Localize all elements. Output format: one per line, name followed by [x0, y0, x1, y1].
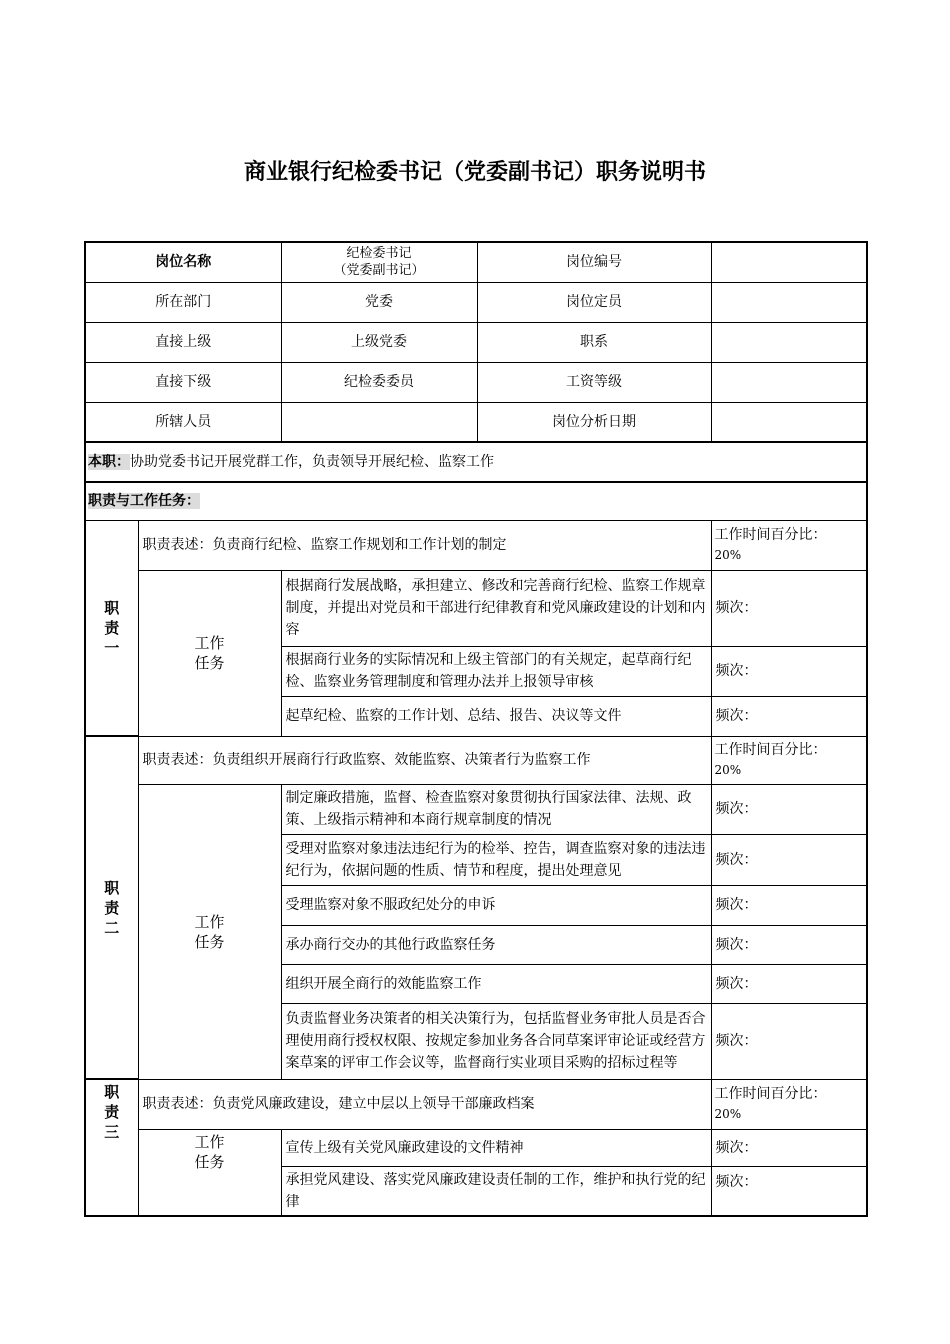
- info-row: [85, 402, 867, 442]
- duty-1-task-label: 工作 任务: [138, 570, 281, 736]
- duty-2-time-percent: 工作时间百分比： 20%: [711, 736, 867, 784]
- task-row: [85, 1129, 867, 1166]
- duty-header-cell: [85, 482, 867, 520]
- label-superior: 直接上级: [85, 322, 281, 362]
- job-table: [84, 241, 868, 1217]
- duty-2-task-4: 承办商行交办的其他行政监察任务: [281, 925, 711, 964]
- duty-1-task-3: 起草纪检、监察的工作计划、总结、报告、决议等文件: [281, 696, 711, 736]
- benzhi-cell: [85, 442, 867, 482]
- duty-1-statement: 职责表述：负责商行纪检、监察工作规划和工作计划的制定: [138, 520, 711, 570]
- label-position-code: 岗位编号: [477, 242, 711, 282]
- label-position-name: 岗位名称: [85, 242, 281, 282]
- frequency-cell: 频次：: [711, 834, 867, 885]
- label-analysis-date: 岗位分析日期: [477, 402, 711, 442]
- duty-3-task-label: 工作 任务: [138, 1129, 281, 1216]
- duty-3-statement: 职责表述：负责党风廉政建设，建立中层以上领导干部廉政档案: [138, 1079, 711, 1129]
- frequency-cell: 频次：: [711, 964, 867, 1003]
- info-row: [85, 282, 867, 322]
- benzhi-text: 协助党委书记开展党群工作，负责领导开展纪检、监察工作: [130, 454, 494, 470]
- frequency-cell: 频次：: [711, 1129, 867, 1166]
- value-position-name: [281, 242, 477, 282]
- frequency-cell: 频次：: [711, 646, 867, 696]
- duty-2-task-1: 制定廉政措施，监督、检查监察对象贯彻执行国家法律、法规、政策、上级指示精神和本商行规章制度的情况: [281, 784, 711, 834]
- duty-3-statement-row: [85, 1079, 867, 1129]
- position-name-line1: 纪检委书记: [346, 246, 412, 262]
- duty-1-task-1: 根据商行发展战略，承担建立、修改和完善商行纪检、监察工作规章制度，并提出对党员和干部进行纪律教育和党风廉政建设的计划和内容: [281, 570, 711, 646]
- duty-2-task-6: 负责监督业务决策者的相关决策行为，包括监督业务审批人员是否合理使用商行授权权限、按规定参加业务各合同草案评审论证或经营方案草案的评审工作会议等，监督商行实业项目采购的招标过程等: [281, 1003, 711, 1079]
- duty-2-task-5: 组织开展全商行的效能监察工作: [281, 964, 711, 1003]
- info-row: [85, 242, 867, 282]
- value-department: 党委: [281, 282, 477, 322]
- duty-2-statement: 职责表述：负责组织开展商行行政监察、效能监察、决策者行为监察工作: [138, 736, 711, 784]
- label-headcount: 岗位定员: [477, 282, 711, 322]
- duty-2-task-3: 受理监察对象不服政纪处分的申诉: [281, 885, 711, 925]
- frequency-cell: 频次：: [711, 570, 867, 646]
- label-job-family: 职系: [477, 322, 711, 362]
- duty-1-label: 职 责 一: [85, 520, 138, 736]
- position-name-line2: （党委副书记）: [333, 263, 425, 279]
- job-description-form: [84, 241, 866, 1217]
- info-row: [85, 322, 867, 362]
- duty-1-task-2: 根据商行业务的实际情况和上级主管部门的有关规定，起草商行纪检、监察业务管理制度和管理办法并上报领导审核: [281, 646, 711, 696]
- duty-3-label: 职 责 三: [85, 1079, 138, 1216]
- duty-header-row: [85, 482, 867, 520]
- value-analysis-date: [711, 402, 867, 442]
- duty-2-statement-row: [85, 736, 867, 784]
- duty-2-task-2: 受理对监察对象违法违纪行为的检举、控告，调查监察对象的违法违纪行为，依据问题的性质、情节和程度，提出处理意见: [281, 834, 711, 885]
- duty-3-task-2: 承担党风建设、落实党风廉政建设责任制的工作，维护和执行党的纪律: [281, 1166, 711, 1216]
- benzhi-row: [85, 442, 867, 482]
- frequency-cell: 频次：: [711, 925, 867, 964]
- frequency-cell: 频次：: [711, 696, 867, 736]
- task-row: [85, 784, 867, 834]
- info-row: [85, 362, 867, 402]
- duty-1-time-percent: 工作时间百分比： 20%: [711, 520, 867, 570]
- task-row: [85, 570, 867, 646]
- frequency-cell: 频次：: [711, 885, 867, 925]
- duty-1-statement-row: [85, 520, 867, 570]
- label-subordinate: 直接下级: [85, 362, 281, 402]
- duty-2-label: 职 责 二: [85, 736, 138, 1079]
- value-job-family: [711, 322, 867, 362]
- value-position-code: [711, 242, 867, 282]
- frequency-cell: 频次：: [711, 1003, 867, 1079]
- label-department: 所在部门: [85, 282, 281, 322]
- value-staff: [281, 402, 477, 442]
- duty-3-time-percent: 工作时间百分比： 20%: [711, 1079, 867, 1129]
- duty-3-task-1: 宣传上级有关党风廉政建设的文件精神: [281, 1129, 711, 1166]
- value-salary-grade: [711, 362, 867, 402]
- value-subordinate: 纪检委委员: [281, 362, 477, 402]
- duty-header: 职责与工作任务：: [88, 493, 200, 510]
- page-title: 商业银行纪检委书记（党委副书记）职务说明书: [243, 160, 706, 185]
- benzhi-label: 本职：: [88, 454, 130, 470]
- label-salary-grade: 工资等级: [477, 362, 711, 402]
- label-staff: 所辖人员: [85, 402, 281, 442]
- frequency-cell: 频次：: [711, 784, 867, 834]
- frequency-cell: 频次：: [711, 1166, 867, 1216]
- value-superior: 上级党委: [281, 322, 477, 362]
- duty-2-task-label: 工作 任务: [138, 784, 281, 1079]
- value-headcount: [711, 282, 867, 322]
